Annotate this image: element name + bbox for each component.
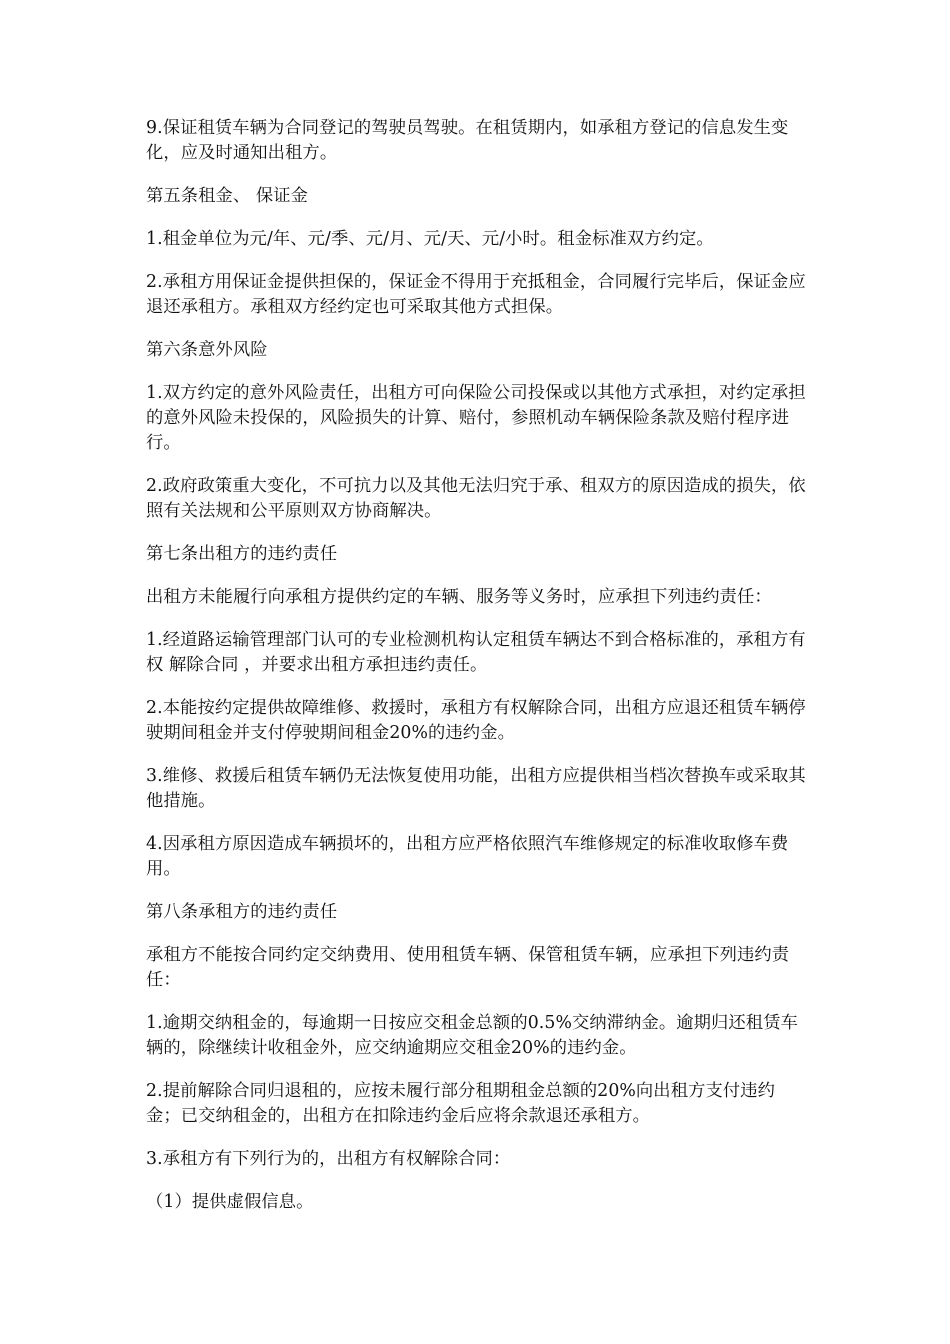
paragraph-lessee-3: 3.承租方有下列行为的，出租方有权解除合同： xyxy=(146,1149,511,1169)
paragraph-lessor-1: 1.经道路运输管理部门认可的专业检测机构认定租赁车辆达不到合格标准的，承租方有权 解除合同 ，并要求出租方承担违约责任。 xyxy=(146,630,806,675)
paragraph-rent-unit: 1.租金单位为元/年、元/季、元/月、元/天、元/小时。租金标准双方约定。 xyxy=(146,229,714,249)
heading-article-7: 第七条出租方的违约责任 xyxy=(146,544,338,564)
paragraph-lessor-intro: 出租方未能履行向承租方提供约定的车辆、服务等义务时，应承担下列违约责任： xyxy=(146,587,772,607)
document-body xyxy=(146,116,806,1233)
paragraph-lessor-4: 4.因承租方原因造成车辆损坏的，出租方应严格依照汽车维修规定的标准收取修车费用。 xyxy=(146,834,789,879)
paragraph-clause-9: 9.保证租赁车辆为合同登记的驾驶员驾驶。在租赁期内，如承租方登记的信息发生变化，应及时通知出租方。 xyxy=(146,118,789,163)
heading-article-5: 第五条租金、 保证金 xyxy=(146,186,309,206)
paragraph-lessee-1: 1.逾期交纳租金的，每逾期一日按应交租金总额的0.5%交纳滞纳金。逾期归还租赁车辆的，除继续计收租金外，应交纳逾期应交租金20%的违约金。 xyxy=(146,1013,798,1058)
heading-article-6: 第六条意外风险 xyxy=(146,340,268,360)
paragraph-accident-risk: 1.双方约定的意外风险责任，出租方可向保险公司投保或以其他方式承担，对约定承担的意外风险未投保的，风险损失的计算、赔付，参照机动车辆保险条款及赔付程序进行。 xyxy=(146,383,806,453)
paragraph-lessor-3: 3.维修、救援后租赁车辆仍无法恢复使用功能，出租方应提供相当档次替换车或采取其他措施。 xyxy=(146,766,806,811)
paragraph-lessor-2: 2.本能按约定提供故障维修、救援时，承租方有权解除合同，出租方应退还租赁车辆停驶期间租金并支付停驶期间租金20%的违约金。 xyxy=(146,698,806,743)
paragraph-lessee-2: 2.提前解除合同归退租的，应按未履行部分租期租金总额的20%向出租方支付违约金；已交纳租金的，出租方在扣除违约金后应将余款退还承租方。 xyxy=(146,1081,775,1126)
paragraph-policy-change: 2.政府政策重大变化，不可抗力以及其他无法归究于承、租双方的原因造成的损失，依照有关法规和公平原则双方协商解决。 xyxy=(146,476,806,521)
heading-article-8: 第八条承租方的违约责任 xyxy=(146,902,338,922)
paragraph-lessee-3-item-1: （1）提供虚假信息。 xyxy=(146,1192,314,1212)
paragraph-deposit: 2.承租方用保证金提供担保的，保证金不得用于充抵租金，合同履行完毕后，保证金应退还承租方。承租双方经约定也可采取其他方式担保。 xyxy=(146,272,806,317)
paragraph-lessee-intro: 承租方不能按合同约定交纳费用、使用租赁车辆、保管租赁车辆，应承担下列违约责任： xyxy=(146,945,790,990)
